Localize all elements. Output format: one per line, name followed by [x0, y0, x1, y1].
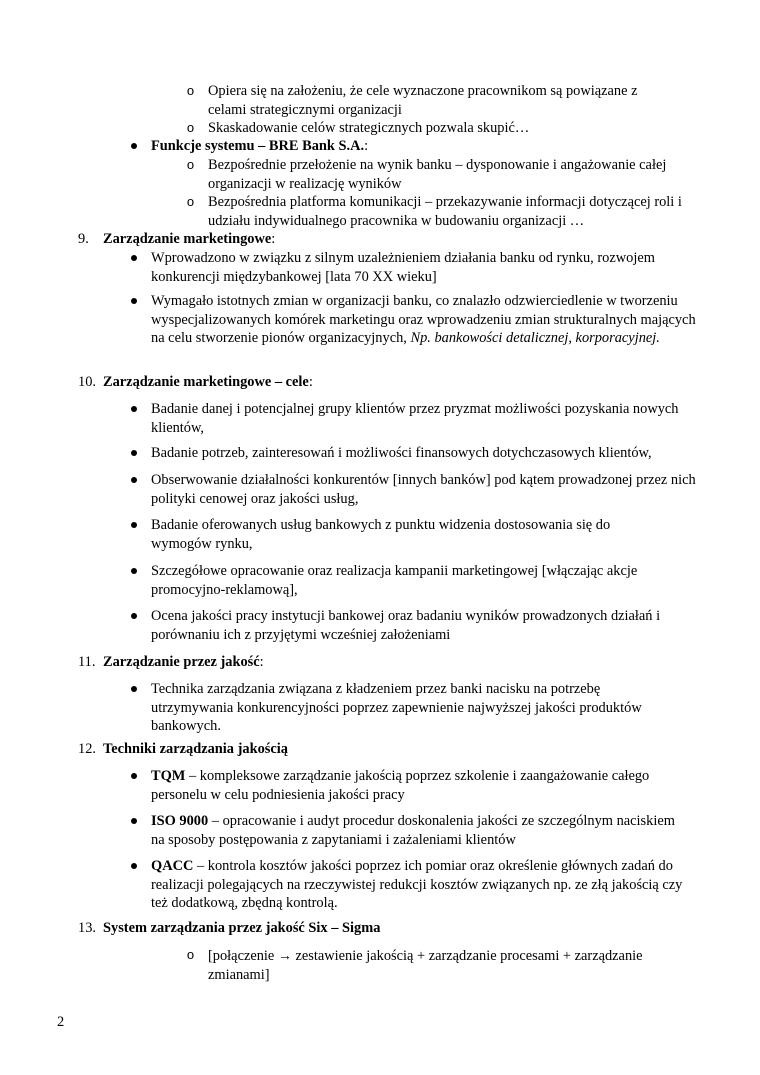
circle-bullet-icon: o	[186, 947, 195, 962]
list-item	[151, 680, 686, 736]
section-title: Zarządzanie marketingowe – cele	[103, 374, 309, 390]
bullet-icon	[131, 863, 137, 869]
list-item	[151, 471, 701, 508]
bullet-icon	[131, 818, 137, 824]
list-item-text: Bezpośrednia platforma komunikacji – przekazywanie informacji dotyczącej roli i udziału indywidualnego pracownika w budowaniu organizacji …	[208, 194, 682, 229]
bre-suffix: :	[364, 138, 369, 154]
circle-bullet-icon: o	[186, 83, 195, 98]
list-item-text: Technika zarządzania związana z kładzeniem przez banki nacisku na potrzebę utrzymywania konkurencyjności poprzez zapewnienie najwyższej jakości produktów bankowych.	[151, 681, 642, 734]
section-heading	[103, 373, 663, 392]
circle-bullet-icon: o	[186, 194, 195, 209]
list-item	[208, 946, 678, 984]
list-item-text: Bezpośrednie przełożenie na wynik banku – dysponowanie i angażowanie całej organizacji w realizację wyników	[208, 157, 667, 192]
list-item-text: – kontrola kosztów jakości poprzez ich pomiar oraz określenie głównych zadań do realizacji polegających na rzeczywistej redukcji kosztów związanych np. ze złą jakością czy też dodatkową, zbędną kontrolą.	[151, 858, 683, 911]
term: QACC	[151, 858, 194, 874]
section-number: 12.	[78, 741, 96, 757]
list-item	[151, 249, 696, 286]
bullet-icon	[131, 686, 137, 692]
list-item	[208, 156, 698, 193]
bullet-icon	[131, 406, 137, 412]
list-item	[208, 193, 688, 230]
list-item	[208, 82, 678, 119]
section-title: System zarządzania przez jakość Six – Sigma	[103, 920, 381, 936]
list-item	[151, 516, 651, 553]
list-item-text: – kompleksowe zarządzanie jakością poprzez szkolenie i zaangażowanie całego personelu w celu podniesienia jakości pracy	[151, 768, 650, 803]
section-heading	[103, 653, 663, 672]
bullet-icon	[131, 773, 137, 779]
section-number: 11.	[78, 654, 96, 670]
list-item-text: Szczegółowe opracowanie oraz realizacja kampanii marketingowej [włączając akcje promocyjno-reklamową],	[151, 563, 638, 598]
section-number: 10.	[78, 374, 96, 390]
page-number: 2	[57, 1014, 65, 1030]
section-heading	[103, 919, 663, 938]
list-item	[151, 767, 701, 804]
term: ISO 9000	[151, 813, 209, 829]
list-item	[151, 812, 691, 849]
list-item-text: [połączenie	[208, 948, 278, 964]
bullet-icon	[131, 477, 137, 483]
bullet-icon	[131, 298, 137, 304]
arrow-right-icon: →	[277, 947, 292, 963]
list-item-text: zestawienie jakością + zarządzanie procesami + zarządzanie zmianami]	[208, 948, 643, 983]
list-item-text: Skaskadowanie celów strategicznych pozwala skupić…	[208, 120, 530, 136]
section-heading	[103, 740, 663, 759]
list-item-italic: Np. bankowości detalicznej, korporacyjnej.	[410, 330, 660, 346]
list-item-text: Ocena jakości pracy instytucji bankowej oraz badaniu wyników prowadzonych działań i porównaniu ich z przyjętymi wcześniej założeniami	[151, 608, 661, 643]
list-item	[151, 400, 681, 437]
bre-title: Funkcje systemu – BRE Bank S.A.	[151, 138, 365, 154]
section-suffix: :	[259, 654, 264, 670]
list-item	[151, 292, 701, 348]
section-number: 13.	[78, 920, 96, 936]
list-item	[151, 444, 711, 463]
bre-heading	[151, 137, 651, 156]
list-item-text: Opiera się na założeniu, że cele wyznaczone pracownikom są powiązane z celami strategicznymi organizacji	[208, 83, 638, 118]
list-item-text: Badanie oferowanych usług bankowych z punktu widzenia dostosowania się do wymogów rynku,	[151, 517, 611, 552]
section-title: Zarządzanie przez jakość	[103, 654, 260, 670]
list-item-text: Wprowadzono w związku z silnym uzależnieniem działania banku od rynku, rozwojem konkurencji międzybankowej [lata 70 XX wieku]	[151, 250, 655, 285]
list-item-text: Badanie danej i potencjalnej grupy klientów przez pryzmat możliwości pozyskania nowych klientów,	[151, 401, 679, 436]
bullet-icon	[131, 568, 137, 574]
list-item	[151, 562, 681, 599]
circle-bullet-icon: o	[186, 120, 195, 135]
list-item-text: – opracowanie i audyt procedur doskonalenia jakości ze szczególnym naciskiem na sposoby postępowania z zapytaniami i zażaleniami klientów	[151, 813, 675, 848]
bullet-icon	[131, 143, 137, 149]
section-title: Zarządzanie marketingowe	[103, 231, 272, 247]
section-suffix: :	[271, 231, 276, 247]
bullet-icon	[131, 522, 137, 528]
list-item	[208, 119, 688, 138]
term: TQM	[151, 768, 186, 784]
list-item-text: Wymagało istotnych zmian w organizacji banku, co znalazło odzwierciedlenie w tworzeniu wyspecjalizowanych komórek marketingu oraz wprowadzeniu zmian strukturalnych mających na celu stworzenie pionów organizacyjnych,	[151, 293, 696, 346]
bullet-icon	[131, 450, 137, 456]
circle-bullet-icon: o	[186, 157, 195, 172]
section-suffix: :	[308, 374, 313, 390]
list-item	[151, 857, 696, 913]
list-item-text: Obserwowanie działalności konkurentów [innych banków] pod kątem prowadzonej przez nich polityki cenowej oraz jakości usług,	[151, 472, 696, 507]
bullet-icon	[131, 613, 137, 619]
list-item	[151, 607, 701, 644]
section-number: 9.	[78, 231, 89, 247]
bullet-icon	[131, 255, 137, 261]
list-item-text: Badanie potrzeb, zainteresowań i możliwości finansowych dotychczasowych klientów,	[151, 445, 652, 461]
section-heading	[103, 230, 663, 249]
section-title: Techniki zarządzania jakością	[103, 741, 288, 757]
